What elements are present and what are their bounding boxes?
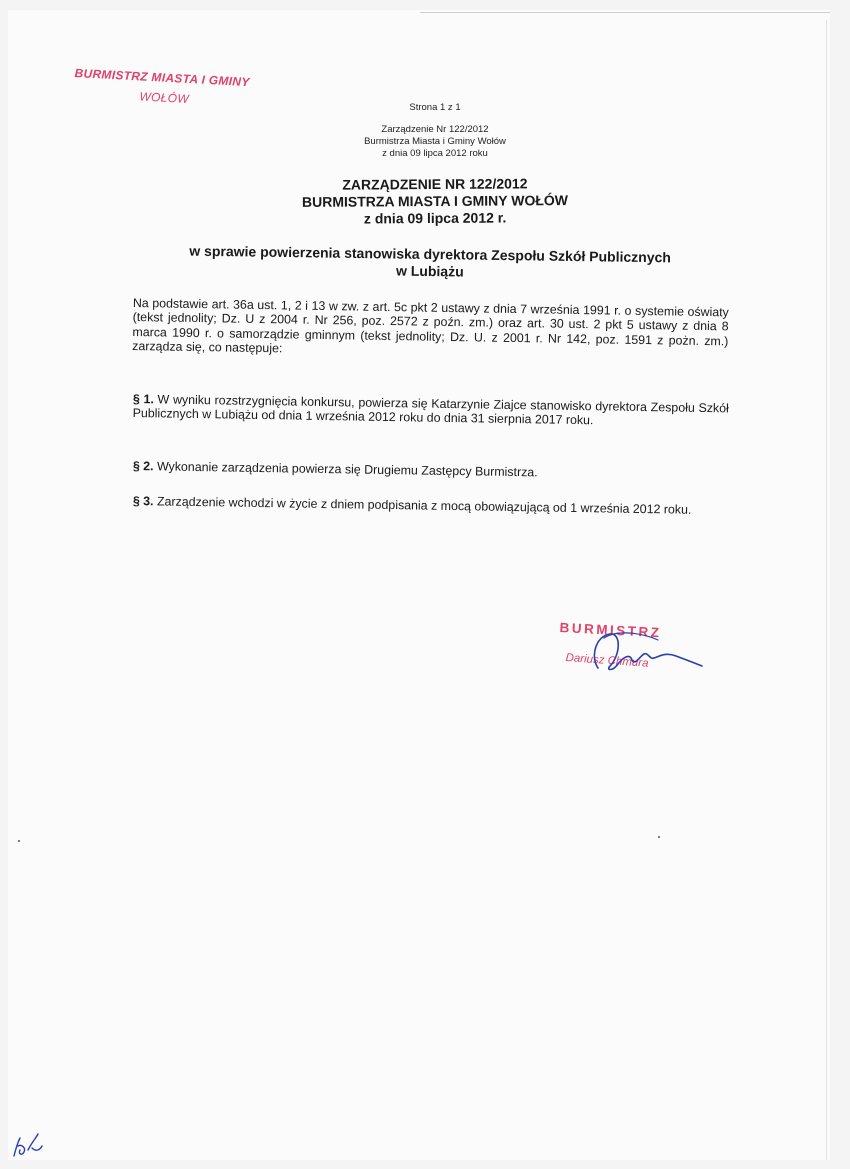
handwritten-signature xyxy=(580,626,720,681)
title-line-2: BURMISTRZA MIASTA I GMINY WOŁÓW xyxy=(301,192,569,210)
legal-basis-paragraph: Na podstawie art. 36a ust. 1, 2 i 13 w zw. z art. 5c pkt 2 ustawy z dnia 7 września 1991 r. o systemie oświaty (tekst jednolity; Dz. U z 2004 r. Nr 256, poz. 2572 z poźn. zm.) oraz art. 30 ust. 2 pkt 5 ustawy z dnia 8 marca 1990 r. o samorządzie gminnym (tekst jednolity; Dz. U. z 2001 r. Nr 142, poz. 1591 z pożn. zm.) zarządza się, co następuje: xyxy=(132,296,729,356)
paragraph-2-text: Wykonanie zarządzenia powierza się Drugiemu Zastępcy Burmistrza. xyxy=(153,459,538,480)
signature-stamp-role: BURMISTRZ xyxy=(559,620,662,641)
meta-line-3: z dnia 09 lipca 2012 roku xyxy=(382,148,488,159)
office-stamp-line1: BURMISTRZ MIASTA I GMINY xyxy=(74,66,250,90)
signature-stamp-name: Dariusz Chmura xyxy=(565,652,649,670)
handwritten-margin-note xyxy=(8,1112,48,1162)
title-line-3: z dnia 09 lipca 2012 r. xyxy=(363,209,507,227)
subject-line-1: w sprawie powierzenia stanowiska dyrektora Zespołu Szkół Publicznych xyxy=(189,242,672,266)
office-stamp-line2: WOŁÓW xyxy=(139,89,190,106)
paragraph-3-number: § 3. xyxy=(132,494,154,509)
scan-speck xyxy=(18,840,20,842)
title-line-1: ZARZĄDZENIE NR 122/2012 xyxy=(342,175,528,193)
page-number: Strona 1 z 1 xyxy=(409,102,461,113)
paragraph-1-text: W wyniku rozstrzygnięcia konkursu, powierza się Katarzynie Ziajce stanowisko dyrektora Zespołu Szkół Publicznych w Lubiążu od dnia 1 września 2012 roku do dnia 31 sierpnia 2017 roku. xyxy=(132,392,729,428)
paragraph-1-number: § 1. xyxy=(132,392,154,407)
scan-edge-top xyxy=(420,12,830,13)
paragraph-2-number: § 2. xyxy=(132,459,154,474)
scan-edge-right xyxy=(826,20,827,1160)
paragraph-3-text: Zarządzenie wchodzi w życie z dniem podpisania z mocą obowiązującą od 1 września 2012 roku. xyxy=(153,494,692,517)
document-title xyxy=(245,175,625,229)
meta-line-2: Burmistrza Miasta i Gminy Wołów xyxy=(364,136,506,147)
signature-stamp xyxy=(560,620,740,680)
document-header-meta xyxy=(330,102,540,160)
subject-line-2: w Lubiążu xyxy=(395,262,464,280)
meta-line-1: Zarządzenie Nr 122/2012 xyxy=(381,124,489,135)
scan-speck xyxy=(658,836,660,838)
